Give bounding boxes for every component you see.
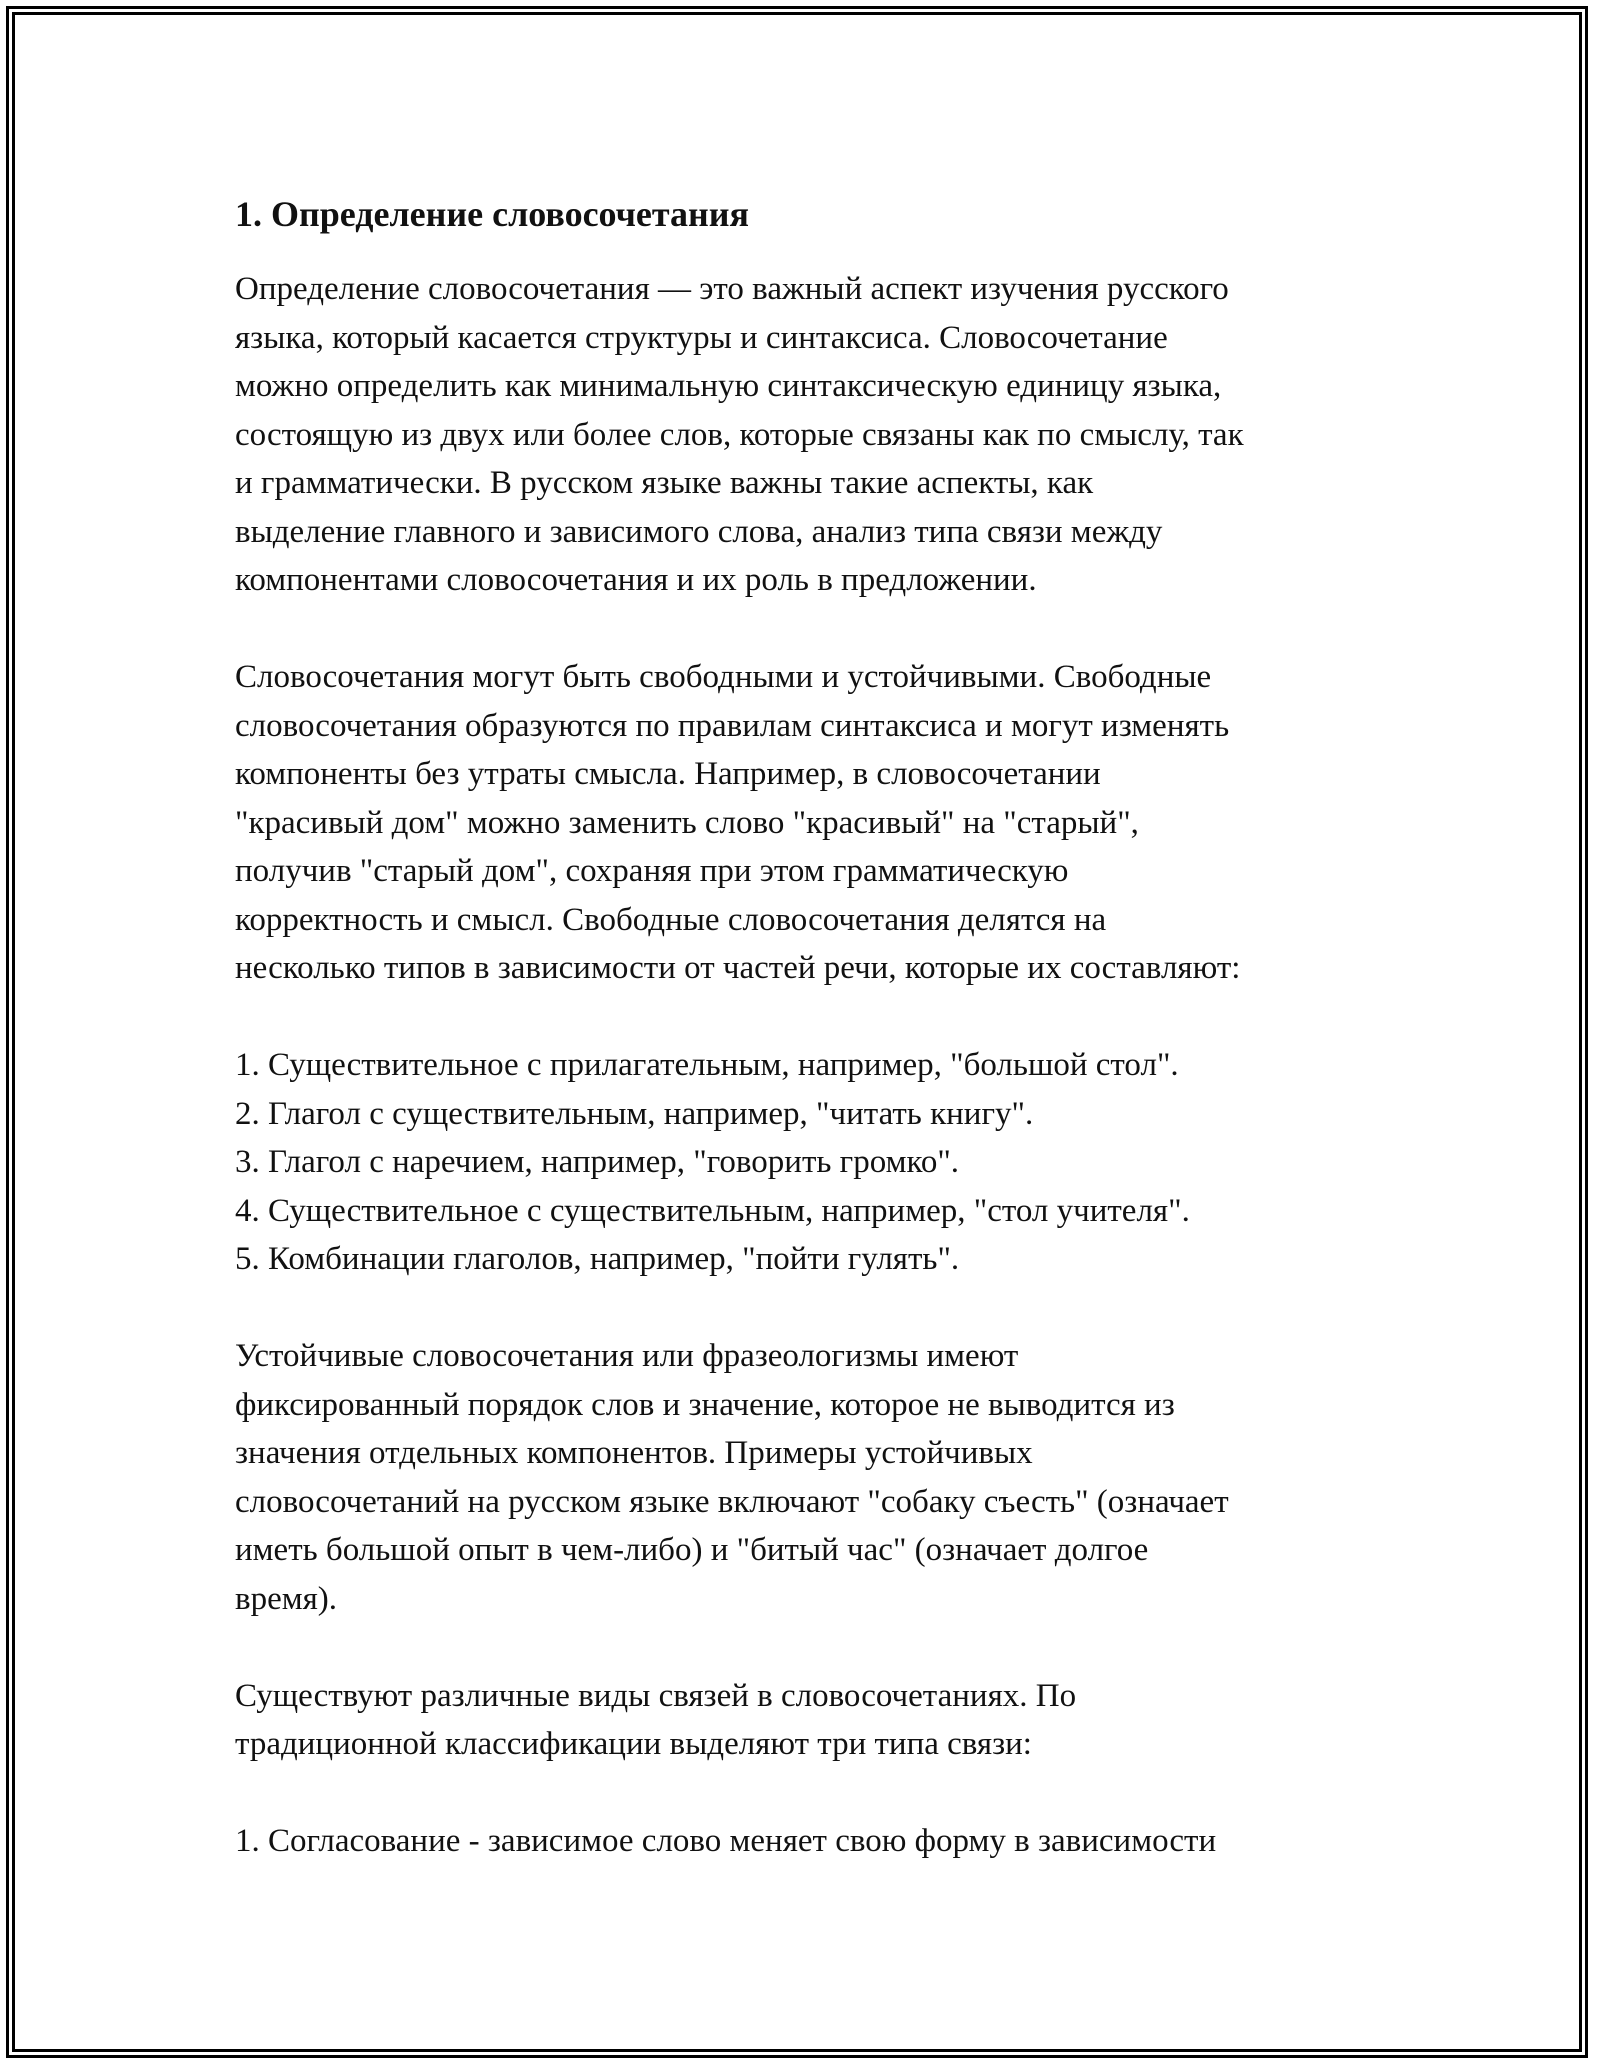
paragraph-free-phrases: Словосочетания могут быть свободными и устойчивыми. Свободные словосочетания образуются по правилам синтаксиса и могут изменять компоненты без утраты смысла. Например, в словосочетании "красивый дом" можно заменить слово "красивый" на "старый", получив "старый дом", сохраняя при этом грамматическую корректность и смысл. Свободные словосочетания делятся на несколько типов в зависимости от частей речи, которые их составляют: [235,659,1241,986]
list-item: 4. Существительное с существительным, например, "стол учителя". [235,1192,1190,1229]
paragraph-gap [235,1284,1375,1333]
list-item: 5. Комбинации глаголов, например, "пойти гулять". [235,1241,960,1277]
list-item: 2. Глагол с существительным, например, "читать книгу". [235,1095,1034,1132]
paragraph-link-types: Существуют различные виды связей в словосочетаниях. По традиционной классификации выделяют три типа связи: [235,1677,1077,1762]
paragraph-idioms: Устойчивые словосочетания или фразеологизмы имеют фиксированный порядок слов и значение, которое не выводится из значения отдельных компонентов. Примеры устойчивых словосочетаний на русском языке включают "собаку съесть" (означает иметь большой опыт в чем-либо) и "битый час" (означает долгое время). [235,1338,1229,1617]
link-types-list [235,1817,1375,1866]
document-body [235,185,1375,1866]
phrase-types-list [235,1041,1375,1284]
list-item: 1. Существительное с прилагательным, например, "большой стол". [235,1047,1179,1083]
paragraph-definition: Определение словосочетания — это важный аспект изучения русского языка, который касается структуры и синтаксиса. Словосочетание можно определить как минимальную синтаксическую единицу языка, состоящую из двух или более слов, которые связаны как по смыслу, так и грамматически. В русском языке важны такие аспекты, как выделение главного и зависимого слова, анализ типа связи между компонентами словосочетания и их роль в предложении. [235,271,1244,598]
section-title: 1. Определение словосочетания [235,194,749,234]
list-item: 1. Согласование - зависимое слово меняет свою форму в зависимости [235,1823,1217,1859]
paragraph-gap [235,605,1375,654]
list-item: 3. Глагол с наречием, например, "говорить громко". [235,1144,960,1180]
paragraph-gap [235,1769,1375,1818]
paragraph-gap [235,1623,1375,1672]
paragraph-gap [235,993,1375,1042]
